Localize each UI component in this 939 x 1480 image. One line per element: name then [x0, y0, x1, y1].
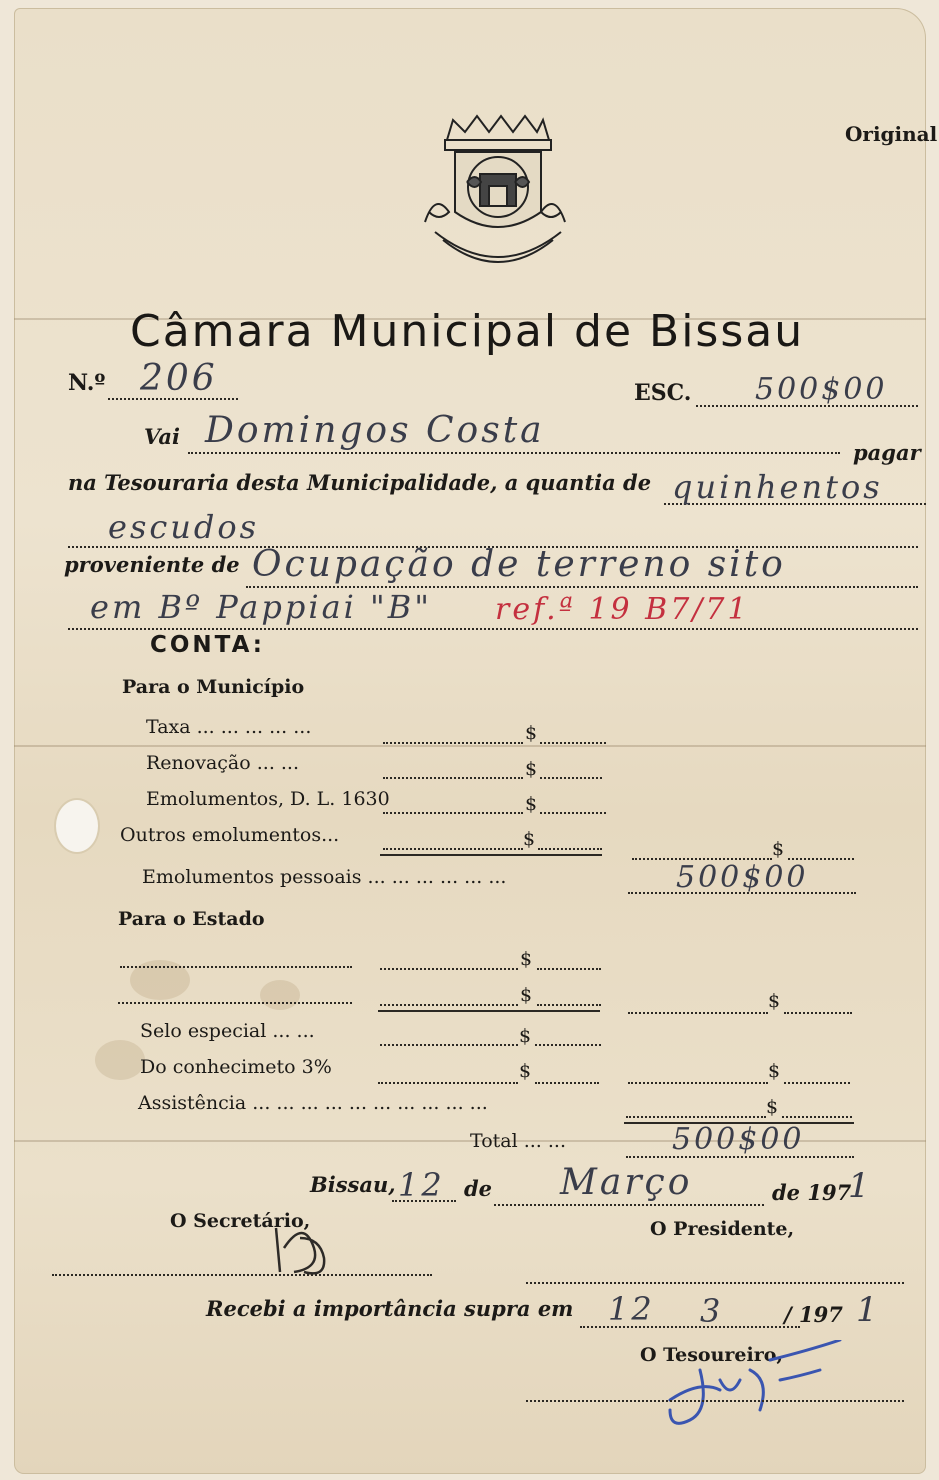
quantia-text: na Tesouraria desta Municipalidade, a quantia de	[68, 470, 652, 495]
month-line	[494, 1204, 764, 1206]
amount-words-2: escudos	[108, 508, 260, 546]
recebi-text: Recebi a importância supra em	[206, 1296, 574, 1321]
fold-line	[14, 745, 926, 747]
presidente-label: O Presidente,	[650, 1218, 795, 1240]
reference-red: ref.ª 19 B7/71	[495, 592, 750, 627]
stain	[260, 980, 300, 1010]
origin-line-2	[68, 628, 918, 630]
emolumentos-label: Emolumentos, D. L. 1630	[146, 788, 390, 810]
selo-label: Selo especial ... ...	[140, 1020, 315, 1042]
conhecimento-label: Do conhecimeto 3%	[140, 1056, 332, 1078]
emolumentos-line	[383, 812, 523, 814]
pagar-label: pagar	[853, 440, 921, 465]
origin-text-1: Ocupação de terreno sito	[252, 544, 786, 585]
total-label: Total ... ...	[470, 1130, 566, 1152]
estado-blank-1-currency: $	[520, 948, 533, 970]
selo-rule	[378, 1010, 600, 1012]
date-month: Março	[560, 1162, 693, 1203]
conhecimento-line	[378, 1082, 518, 1084]
conhecimento-currency: $	[519, 1060, 532, 1082]
conhecimento-subtotal-line	[628, 1082, 768, 1084]
estado-subtotal-currency: $	[768, 990, 781, 1012]
assistencia-cents	[782, 1116, 852, 1118]
outros-cents-line	[538, 848, 602, 850]
document-title: Câmara Municipal de Bissau	[130, 306, 805, 357]
estado-subtotal-cents	[784, 1012, 852, 1014]
conhecimento-subtotal-currency: $	[768, 1060, 781, 1082]
subtotal-rule	[380, 854, 602, 856]
estado-blank-2-cents	[537, 1004, 601, 1006]
outros-line	[383, 848, 523, 850]
esc-amount: 500$00	[755, 372, 888, 407]
punch-hole	[56, 800, 98, 852]
total-amount: 500$00	[672, 1122, 805, 1157]
esc-label: ESC.	[634, 380, 692, 406]
taxa-line	[383, 742, 523, 744]
proveniente-label: proveniente de	[64, 552, 240, 577]
number-label: N.º	[68, 370, 106, 396]
renovacao-currency: $	[525, 758, 538, 780]
renovacao-label: Renovação ... ...	[146, 752, 300, 774]
taxa-currency: $	[525, 722, 538, 744]
taxa-label: Taxa ... ... ... ... ...	[146, 716, 312, 738]
de-label: de	[464, 1176, 493, 1201]
conta-label: CONTA:	[150, 632, 266, 658]
secretario-line	[52, 1274, 432, 1276]
receipt-number: 206	[140, 358, 218, 399]
taxa-cents-line	[540, 742, 606, 744]
recebi-month: 3	[700, 1292, 724, 1330]
selo-currency: $	[519, 1025, 532, 1047]
year-digit: 1	[848, 1166, 873, 1206]
recebi-year: / 197	[784, 1302, 843, 1327]
secretario-label: O Secretário,	[170, 1210, 311, 1232]
assistencia-line	[626, 1116, 766, 1118]
year-label: de 197	[772, 1180, 852, 1205]
pessoais-label: Emolumentos pessoais ... ... ... ... ... ...	[142, 866, 507, 888]
municipio-heading: Para o Município	[122, 676, 305, 698]
origin-text-2: em Bº Pappiai "B"	[90, 588, 432, 626]
emolumentos-cents-line	[540, 812, 606, 814]
payer-line	[188, 452, 840, 454]
estado-subtotal-line	[628, 1012, 768, 1014]
place-label: Bissau,	[310, 1172, 396, 1197]
stain	[95, 1040, 145, 1080]
recebi-day: 12	[608, 1290, 655, 1328]
assistencia-label: Assistência ... ... ... ... ... ... ... ... ... ...	[138, 1092, 488, 1114]
outros-label: Outros emolumentos...	[120, 824, 340, 846]
estado-blank-2	[118, 1002, 352, 1004]
tesoureiro-label: O Tesoureiro,	[640, 1344, 784, 1366]
renovacao-cents-line	[540, 777, 602, 779]
estado-heading: Para o Estado	[118, 908, 265, 930]
vai-label: Vai	[144, 424, 180, 449]
renovacao-line	[383, 777, 523, 779]
original-label: Original	[845, 122, 938, 146]
estado-blank-1-cents	[537, 968, 601, 970]
estado-blank-2-currency: $	[520, 984, 533, 1006]
secretary-signature	[270, 1218, 340, 1280]
tesoureiro-line	[526, 1400, 904, 1402]
outros-currency: $	[523, 828, 536, 850]
recebi-year-digit: 1	[856, 1290, 881, 1330]
conhecimento-subtotal-cents	[784, 1082, 850, 1084]
estado-blank-2-value	[380, 1004, 518, 1006]
emolumentos-currency: $	[525, 793, 538, 815]
outros-subtotal-currency: $	[772, 838, 785, 860]
pessoais-amount: 500$00	[676, 860, 809, 895]
conhecimento-cents	[535, 1082, 599, 1084]
treasurer-signature	[660, 1340, 850, 1430]
coat-of-arms-seal	[415, 112, 575, 272]
presidente-line	[526, 1282, 904, 1284]
payer-name: Domingos Costa	[205, 410, 545, 451]
selo-cents	[535, 1044, 601, 1046]
date-day: 12	[398, 1166, 445, 1204]
selo-line	[380, 1044, 518, 1046]
estado-blank-1-value	[380, 968, 518, 970]
estado-blank-1	[120, 966, 352, 968]
amount-words-1: quinhentos	[672, 468, 883, 506]
assistencia-currency: $	[766, 1096, 779, 1118]
